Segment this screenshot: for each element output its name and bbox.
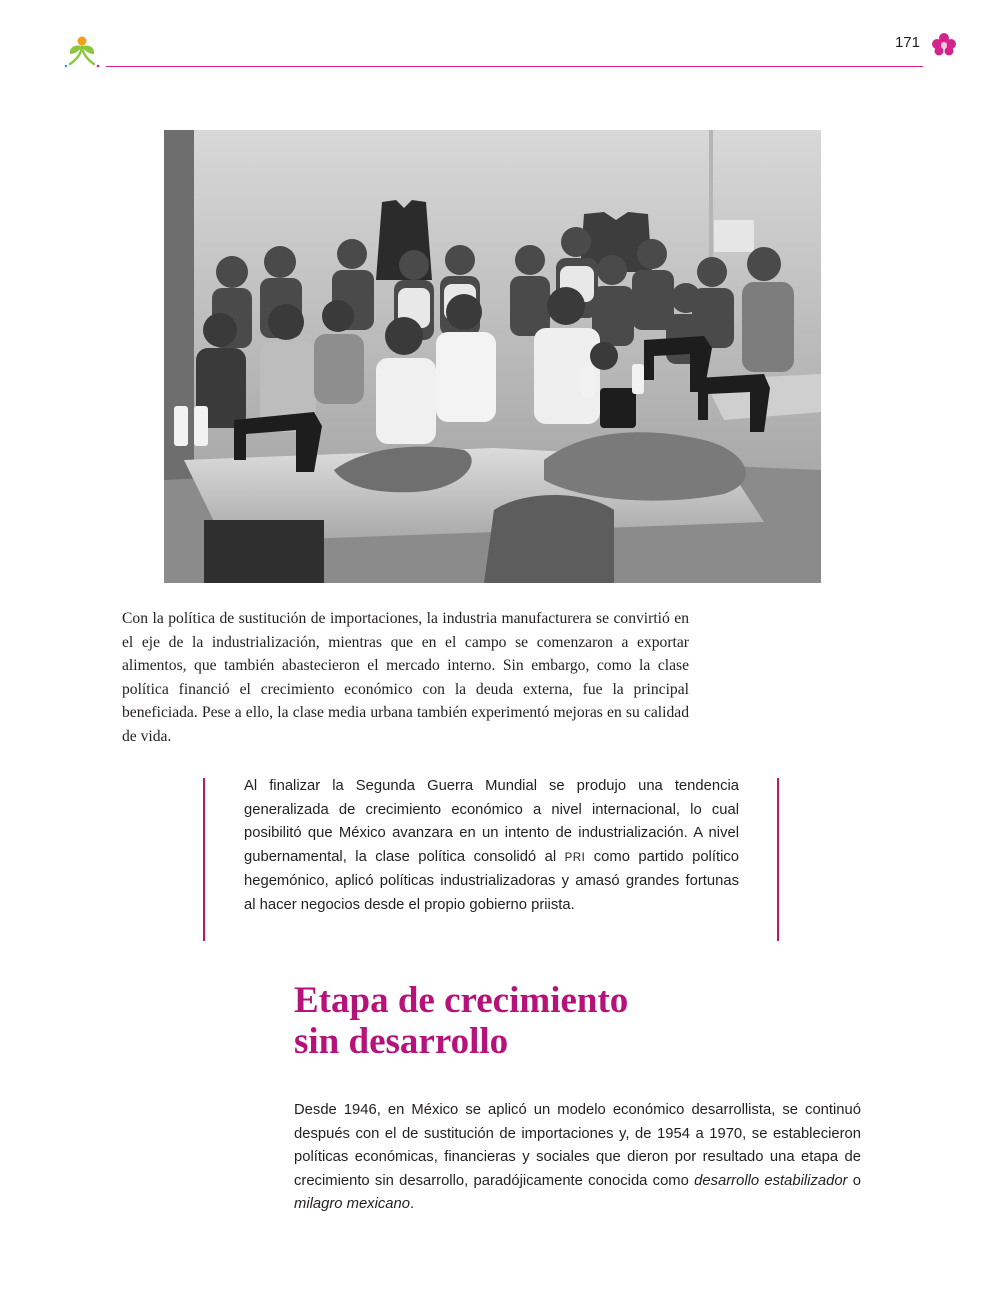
pink-flower-icon [930, 32, 958, 56]
term-desarrollo-estabilizador: desarrollo estabilizador [694, 1172, 848, 1189]
callout-paragraph [244, 775, 739, 918]
header-rule [106, 66, 923, 67]
pri-acronym: PRI [564, 851, 586, 864]
section-body-connector: o [847, 1172, 861, 1189]
callout-text-start: Al finalizar la Segunda Guerra Mundial se produjo una tendencia generalizada de crecimiento económico a nivel internacional, lo cual posibilitó que México avanzara en un intento de industrialización. A nivel gubernamental, la clase política consolidó al [244, 778, 739, 865]
term-milagro-mexicano: milagro mexicano [294, 1196, 410, 1212]
sewing-workshop-photo [164, 130, 821, 583]
intro-paragraph: Con la política de sustitución de importaciones, la industria manufacturera se convirtió en el eje de la industrialización, mientras que en el campo se comenzaron a exportar alimentos, que también abastecieron el mercado interno. Sin embargo, como la clase política financió el crecimiento económico con la deuda externa, fue la principal beneficiada. Pese a ello, la clase media urbana también experimentó mejoras en su calidad de vida. [122, 610, 689, 745]
section-title-line2: sin desarrollo [294, 1021, 509, 1062]
page-number: 171 [894, 34, 920, 51]
callout-text-end: como partido político hegemónico, aplicó políticas industrializadoras y amasó grandes fortunas al hacer negocios desde el propio gobierno priista. [244, 848, 739, 913]
section-body-end: . [409, 1196, 415, 1212]
callout-bar-right [777, 778, 779, 941]
section-title-line1: Etapa de crecimiento [294, 980, 629, 1021]
sprout-figure-icon [62, 34, 102, 70]
section-body-text: Desde 1946, en México se aplicó un modelo económico desarrollista, se continuó después con el de sustitución de importaciones y, de 1954 a 1970, se establecieron políticas económicas, financieras y sociales que dieron por resultado una etapa de crecimiento sin desarrollo, paradójicamente conocida como [294, 1102, 861, 1189]
section-title [294, 980, 854, 1062]
section-body-paragraph [294, 1099, 861, 1217]
callout-bar-left [203, 778, 205, 941]
